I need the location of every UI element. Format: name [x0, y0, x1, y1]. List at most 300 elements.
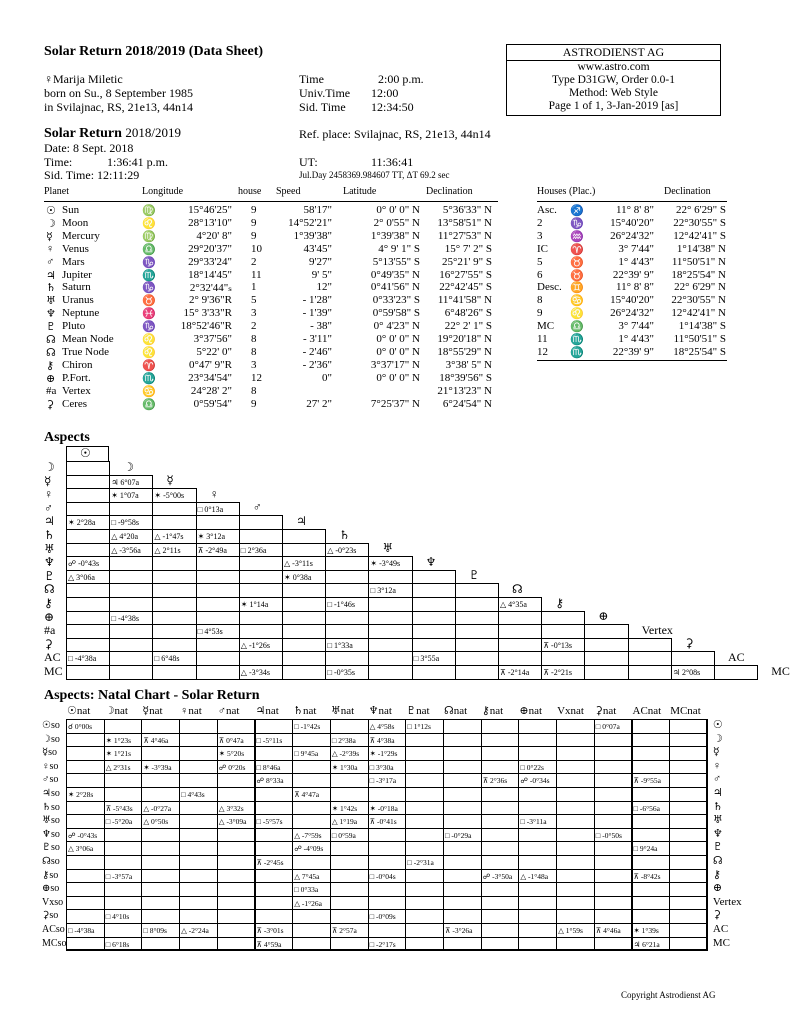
birth-place: in Svilajnac, RS, 21e13, 44n14: [44, 100, 193, 114]
aspect-cell: [196, 651, 240, 666]
aspect-col-label: ♂: [252, 500, 262, 515]
natal-cell: [632, 733, 671, 748]
natal-aspect-value: □ -0°09s: [369, 912, 396, 922]
natal-right-label: ♀: [712, 759, 722, 772]
aspect-col-label: ♅: [382, 541, 394, 556]
natal-cell: [104, 773, 143, 788]
aspect-cell: [282, 651, 326, 666]
aspect-cell: [455, 651, 499, 666]
natal-col-label: ♇nat: [406, 705, 430, 717]
declination: 16°27'55" S: [439, 268, 492, 281]
natal-cell: [179, 869, 218, 884]
natal-cell: [443, 869, 482, 884]
natal-aspect-value: ✶ 1°39s: [633, 926, 659, 935]
natal-cell: [669, 760, 708, 775]
declination: 6°24'54" N: [442, 397, 492, 410]
speed: - 1'28": [302, 294, 332, 307]
houses-table-rule: [537, 201, 727, 202]
natal-row-label: ♅so: [42, 815, 60, 827]
natal-aspect-value: □ 4°43s: [181, 790, 205, 799]
speed: - 38": [310, 320, 332, 333]
natal-cell: [179, 733, 218, 748]
planet-name: Vertex: [62, 384, 91, 397]
natal-cell: [481, 841, 520, 856]
aspect-value: □ 1°33a: [327, 640, 353, 650]
natal-row-label: ⚷so: [42, 869, 59, 881]
house-name: 3: [537, 229, 543, 242]
aspect-value: △ -1°26s: [240, 640, 270, 650]
house-name: IC: [537, 242, 548, 255]
natal-col-label: ⚳nat: [594, 705, 617, 717]
sign-glyph: ♌: [142, 217, 156, 230]
aspect-value: □ -4°38s: [111, 613, 139, 623]
natal-cell: [179, 882, 218, 897]
aspect-cell: [584, 624, 628, 639]
natal-aspect-value: □ -0°50s: [595, 830, 622, 840]
aspect-value: □ 2°36a: [240, 545, 267, 555]
planet-name: Chiron: [62, 358, 93, 371]
aspect-cell: [196, 611, 240, 626]
sign-glyph: ♌: [142, 346, 156, 359]
planet-name: Jupiter: [62, 268, 92, 281]
aspect-col-label: ♄: [339, 527, 350, 542]
sign-glyph: ♍: [142, 205, 156, 217]
longitude: 0°59'54": [193, 397, 232, 410]
aspect-cell: [628, 638, 672, 653]
natal-cell: [217, 882, 256, 897]
longitude: 3°37'56": [193, 333, 232, 345]
aspect-value: △ -3°34s: [240, 668, 270, 677]
aspect-cell: [671, 651, 715, 666]
planet-name: Sun: [62, 204, 80, 216]
house-name: 9: [537, 307, 543, 320]
natal-col-label: ♀nat: [180, 705, 202, 717]
house-sign-glyph: ♒: [570, 230, 584, 243]
natal-cell: [481, 882, 520, 897]
natal-cell: [669, 787, 708, 802]
natal-aspect-value: □ -2°31a: [407, 858, 434, 867]
natal-cell: [556, 801, 595, 816]
natal-cell: [632, 719, 671, 734]
natal-cell: [292, 909, 331, 924]
natal-aspect-value: △ -2°39s: [331, 749, 360, 759]
natal-cell: [405, 882, 444, 897]
aspect-cell: [239, 624, 283, 639]
sr-ut-value: 11:36:41: [371, 155, 414, 169]
latitude: 7°25'37" N: [370, 397, 420, 410]
aspect-cell: [196, 583, 240, 598]
natal-aspect-value: ⊼ 2°57a: [331, 926, 357, 935]
natal-cell: [179, 909, 218, 924]
natal-cell: [632, 909, 671, 924]
aspect-cell: [239, 583, 283, 598]
house-declination: 22°30'55" S: [673, 216, 726, 229]
aspect-col-label: ♃: [296, 514, 307, 528]
sign-glyph: ♎: [142, 243, 156, 256]
natal-aspect-value: △ 3°32s: [218, 803, 244, 813]
aspect-value: ✶ 2°28a: [68, 518, 96, 528]
speed: 58'17": [303, 204, 332, 216]
aspect-cell: [584, 651, 628, 666]
natal-aspect-value: △ -1°48a: [520, 871, 549, 881]
speed: 9'27": [309, 255, 332, 268]
declination: 21°13'23" N: [437, 384, 492, 397]
aspect-value: □ 3°12a: [370, 586, 396, 596]
speed: - 2'36": [302, 358, 332, 371]
aspect-value: ☍ -0°43s: [68, 559, 100, 569]
house-name: 2: [537, 216, 543, 229]
natal-cell: [292, 923, 331, 938]
natal-cell: [405, 937, 444, 952]
aspect-cell: [498, 651, 542, 666]
natal-cell: [556, 896, 595, 911]
aspect-row-label: MC: [44, 664, 63, 678]
house-declination: 22° 6'29" S: [676, 204, 726, 216]
natal-col-label: MCnat: [670, 705, 701, 717]
aspect-row-label: ♇: [44, 568, 55, 583]
house-declination: 22° 6'29" N: [674, 281, 726, 294]
natal-cell: [669, 733, 708, 748]
natal-cell: [594, 909, 633, 924]
natal-right-label: ♃: [712, 787, 723, 799]
person-name: ♀Marija Miletic: [44, 72, 123, 86]
natal-cell: [179, 828, 218, 843]
natal-aspect-value: ⊼ 2°36s: [482, 776, 508, 786]
planet-name: Mars: [62, 255, 85, 268]
houses-decl-header: Declination: [664, 186, 711, 197]
natal-cell: [481, 909, 520, 924]
natal-cell: [217, 828, 256, 843]
natal-cell: [669, 828, 708, 843]
planet-name: Mean Node: [62, 333, 114, 345]
aspect-cell: [412, 665, 456, 680]
natal-cell: [330, 869, 369, 884]
house: 11: [251, 268, 262, 281]
natal-cell: [443, 896, 482, 911]
house-sign-glyph: ♏: [570, 334, 584, 346]
natal-col-label: ACnat: [632, 705, 662, 717]
natal-cell: [104, 896, 143, 911]
website-link[interactable]: www.astro.com: [577, 61, 650, 73]
natal-cell: [405, 869, 444, 884]
natal-cell: [481, 923, 520, 938]
natal-row-label: MCso: [42, 937, 67, 949]
natal-aspect-value: ⊼ -0°41s: [369, 817, 397, 827]
sign-glyph: ♑: [142, 282, 156, 295]
col-house: house: [238, 186, 262, 197]
aspect-cell: [239, 515, 283, 530]
aspect-cell: [282, 597, 326, 612]
declination: 11°41'58" N: [437, 294, 492, 307]
natal-aspect-value: □ 2°38a: [331, 735, 356, 745]
natal-aspect-value: △ -0°27a: [143, 803, 172, 813]
aspect-cell: [628, 651, 672, 666]
aspect-cell: [282, 624, 326, 639]
natal-cell: [669, 841, 708, 856]
declination: 18°39'56" S: [439, 371, 492, 384]
aspect-row-label: ☿: [44, 473, 52, 488]
natal-row-label: Vxso: [42, 896, 64, 908]
natal-cell: [330, 787, 369, 802]
speed: 43'45": [303, 242, 332, 255]
planet-name: P.Fort.: [62, 371, 91, 384]
natal-cell: [141, 787, 180, 802]
house-sign-glyph: ♉: [570, 269, 584, 282]
house-sign-glyph: ♈: [570, 243, 584, 256]
aspect-cell: [66, 665, 110, 680]
longitude: 23°34'54": [188, 371, 232, 384]
natal-cell: [481, 828, 520, 843]
aspect-cell: [109, 624, 153, 639]
aspect-cell: [109, 597, 153, 612]
aspect-col-label: MC: [771, 663, 790, 678]
page-title: Solar Return 2018/2019 (Data Sheet): [44, 44, 264, 59]
natal-cell: [217, 869, 256, 884]
speed: 12": [316, 281, 332, 294]
natal-cell: [141, 882, 180, 897]
natal-aspect-value: ⊼ -5°43s: [105, 803, 133, 813]
planet-name: Neptune: [62, 307, 100, 320]
aspect-cell: [498, 638, 542, 653]
house: 5: [251, 294, 257, 307]
natal-aspect-value: ✶ 1°30a: [331, 762, 358, 772]
natal-cell: [669, 937, 708, 952]
sr-sid-time: Sid. Time: 12:11:29: [44, 168, 140, 182]
aspect-col-label: ⚳: [684, 636, 694, 651]
natal-cell: [330, 896, 369, 911]
natal-cell: [104, 828, 143, 843]
aspect-cell: [152, 597, 196, 612]
planet-name: Pluto: [62, 320, 86, 333]
sign-glyph: ♑: [142, 256, 156, 269]
natal-cell: [179, 719, 218, 734]
natal-cell: [556, 937, 595, 952]
house-name: 12: [537, 345, 548, 358]
natal-cell: [405, 828, 444, 843]
aspect-cell: [66, 638, 110, 653]
aspects-title: Aspects: [44, 430, 90, 445]
natal-cell: [141, 719, 180, 734]
natal-right-label: ☿: [712, 746, 720, 759]
natal-cell: [292, 814, 331, 829]
natal-cell: [330, 719, 369, 734]
aspect-cell: [239, 570, 283, 585]
aspect-cell: [66, 624, 110, 639]
aspect-cell: [66, 597, 110, 612]
natal-cell: [292, 773, 331, 788]
sign-glyph: ♑: [142, 321, 156, 334]
aspect-value: ⊼ -0°13s: [543, 640, 573, 650]
natal-cell: [217, 937, 256, 952]
natal-cell: [556, 814, 595, 829]
house: 12: [251, 371, 262, 384]
natal-cell: [141, 746, 180, 761]
natal-cell: [556, 841, 595, 856]
natal-col-label: ⚷nat: [481, 705, 504, 717]
aspect-cell: [541, 624, 585, 639]
longitude: 4°20' 8": [196, 229, 232, 242]
natal-cell: [594, 937, 633, 952]
natal-aspect-value: □ -4°38a: [68, 926, 95, 935]
aspect-value: ✶ -5°00s: [154, 491, 185, 501]
aspect-col-label: AC: [728, 650, 745, 664]
natal-aspect-value: □ 0°22s: [520, 762, 544, 772]
natal-cell: [66, 760, 105, 775]
planet-name: Saturn: [62, 281, 91, 294]
sr-heading-year: 2018/2019: [125, 125, 182, 140]
natal-cell: [594, 814, 633, 829]
aspect-cell: [152, 556, 196, 571]
natal-cell: [443, 733, 482, 748]
natal-aspect-value: △ 2°31s: [105, 762, 131, 772]
declination: 13°58'51" N: [437, 216, 492, 229]
natal-cell: [443, 882, 482, 897]
natal-aspect-value: □ -5°11s: [256, 735, 283, 745]
natal-cell: [632, 896, 671, 911]
natal-aspect-value: ⊼ 4°38a: [369, 735, 395, 745]
aspect-value: △ -0°23s: [327, 545, 357, 555]
house-cusp: 15°40'20": [610, 216, 654, 229]
planet-glyph: ☿: [46, 230, 53, 243]
house: 3: [251, 307, 257, 320]
aspect-row-label: ♅: [44, 541, 55, 556]
sign-glyph: ♌: [142, 334, 156, 346]
aspect-cell: [239, 529, 283, 544]
aspect-cell: [109, 556, 153, 571]
longitude: 18°52'46"R: [180, 320, 232, 333]
declination: 22°42'45" S: [439, 281, 492, 294]
aspect-cell: [455, 665, 499, 680]
aspect-row-label: ☊: [44, 582, 55, 597]
natal-row-label: ☽so: [42, 733, 60, 745]
aspect-cell: [152, 515, 196, 530]
planet-glyph: #a: [46, 384, 57, 397]
house-cusp: 26°24'32": [610, 307, 654, 320]
aspect-cell: [368, 624, 412, 639]
declination: 11°27'53" N: [437, 229, 492, 242]
aspect-row-label: ⚷: [44, 596, 53, 610]
house-cusp: 22°39' 9": [612, 268, 654, 281]
julian-day: Jul.Day 2458369.984607 TT, ΔT 69.2 sec: [299, 170, 450, 180]
aspect-cell: [412, 597, 456, 612]
planet-glyph: ♄: [46, 282, 56, 295]
natal-cell: [632, 882, 671, 897]
natal-aspect-value: ✶ 1°23s: [105, 735, 132, 745]
planet-glyph: ⚳: [46, 398, 55, 411]
natal-cell: [481, 896, 520, 911]
natal-aspect-value: ☍ 8°33a: [256, 776, 284, 786]
house-cusp: 3° 7'44": [618, 242, 654, 255]
houses-header: Houses (Plac.): [537, 186, 596, 197]
aspect-cell: [66, 488, 110, 503]
house: 10: [251, 242, 262, 255]
house-sign-glyph: ♑: [570, 217, 584, 230]
aspect-cell: [368, 597, 412, 612]
copyright: Copyright Astrodienst AG: [621, 990, 716, 1000]
natal-row-label: ☿so: [42, 747, 58, 759]
natal-cell: [66, 773, 105, 788]
natal-aspect-value: □ 8°09s: [143, 926, 167, 935]
natal-row-label: ♄so: [42, 801, 60, 813]
natal-right-label: ☉: [712, 719, 723, 731]
natal-cell: [368, 882, 407, 897]
aspect-cell: [239, 611, 283, 626]
aspect-cell: [109, 651, 153, 666]
latitude: 0° 0' 0" N: [376, 371, 420, 384]
natal-aspect-value: □ -3°11a: [520, 817, 547, 827]
natal-cell: [556, 733, 595, 748]
natal-cell: [632, 760, 671, 775]
houses-bottom-rule: [537, 360, 727, 361]
natal-cell: [443, 760, 482, 775]
natal-col-label: ⊕nat: [519, 705, 543, 717]
latitude: 1°39'38" N: [370, 229, 420, 242]
natal-cell: [518, 882, 557, 897]
natal-aspect-value: □ -1°42s: [294, 722, 321, 731]
natal-cell: [556, 882, 595, 897]
aspect-cell: [368, 651, 412, 666]
house: 9: [251, 204, 257, 216]
aspect-cell: [152, 570, 196, 585]
aspect-col-label: ☉: [80, 446, 91, 460]
planet-glyph: ♃: [46, 269, 56, 282]
natal-cell: [141, 841, 180, 856]
house-name: MC: [537, 320, 555, 333]
natal-cell: [330, 773, 369, 788]
aspect-value: △ -1°47s: [154, 532, 184, 541]
aspect-cell: [196, 515, 240, 530]
natal-cell: [217, 719, 256, 734]
natal-aspects-title: Aspects: Natal Chart - Solar Return: [44, 688, 260, 703]
aspect-cell: [412, 570, 456, 585]
aspect-value: ✶ 1°14a: [240, 600, 269, 609]
longitude: 28°13'10": [188, 216, 232, 229]
aspect-cell: [455, 638, 499, 653]
aspect-cell: [455, 597, 499, 612]
natal-row-label: ♂so: [42, 774, 59, 786]
natal-cell: [255, 869, 294, 884]
natal-cell: [632, 828, 671, 843]
aspect-value: ♃ 6°07a: [111, 477, 140, 487]
natal-cell: [405, 841, 444, 856]
house-cusp: 26°24'32": [610, 229, 654, 242]
natal-cell: [518, 841, 557, 856]
natal-cell: [481, 855, 520, 870]
natal-aspect-value: ✶ -3°39a: [143, 762, 172, 772]
natal-cell: [518, 719, 557, 734]
aspect-value: □ -0°35s: [327, 668, 355, 677]
aspect-col-label: ☽: [123, 459, 134, 474]
natal-cell: [443, 814, 482, 829]
longitude: 24°28' 2": [190, 384, 232, 397]
company-name: ASTRODIENST AG: [507, 45, 720, 61]
natal-col-label: ☊nat: [444, 705, 468, 717]
sr-time-label: Time:: [44, 155, 73, 169]
latitude: 3°37'17" N: [370, 358, 420, 371]
natal-cell: [179, 855, 218, 870]
natal-cell: [669, 923, 708, 938]
planet-glyph: ☊: [46, 334, 56, 346]
natal-aspect-value: ☍ -0°34s: [520, 776, 550, 786]
natal-aspect-value: △ 1°19a: [331, 817, 358, 827]
natal-aspect-value: ✶ 1°42s: [331, 803, 358, 813]
aspect-value: △ -3°11s: [284, 559, 313, 569]
house-sign-glyph: ♊: [570, 282, 584, 295]
natal-cell: [481, 760, 520, 775]
aspect-value: □ -9°58s: [111, 518, 139, 528]
natal-cell: [255, 828, 294, 843]
natal-col-label: ♆nat: [368, 705, 392, 717]
